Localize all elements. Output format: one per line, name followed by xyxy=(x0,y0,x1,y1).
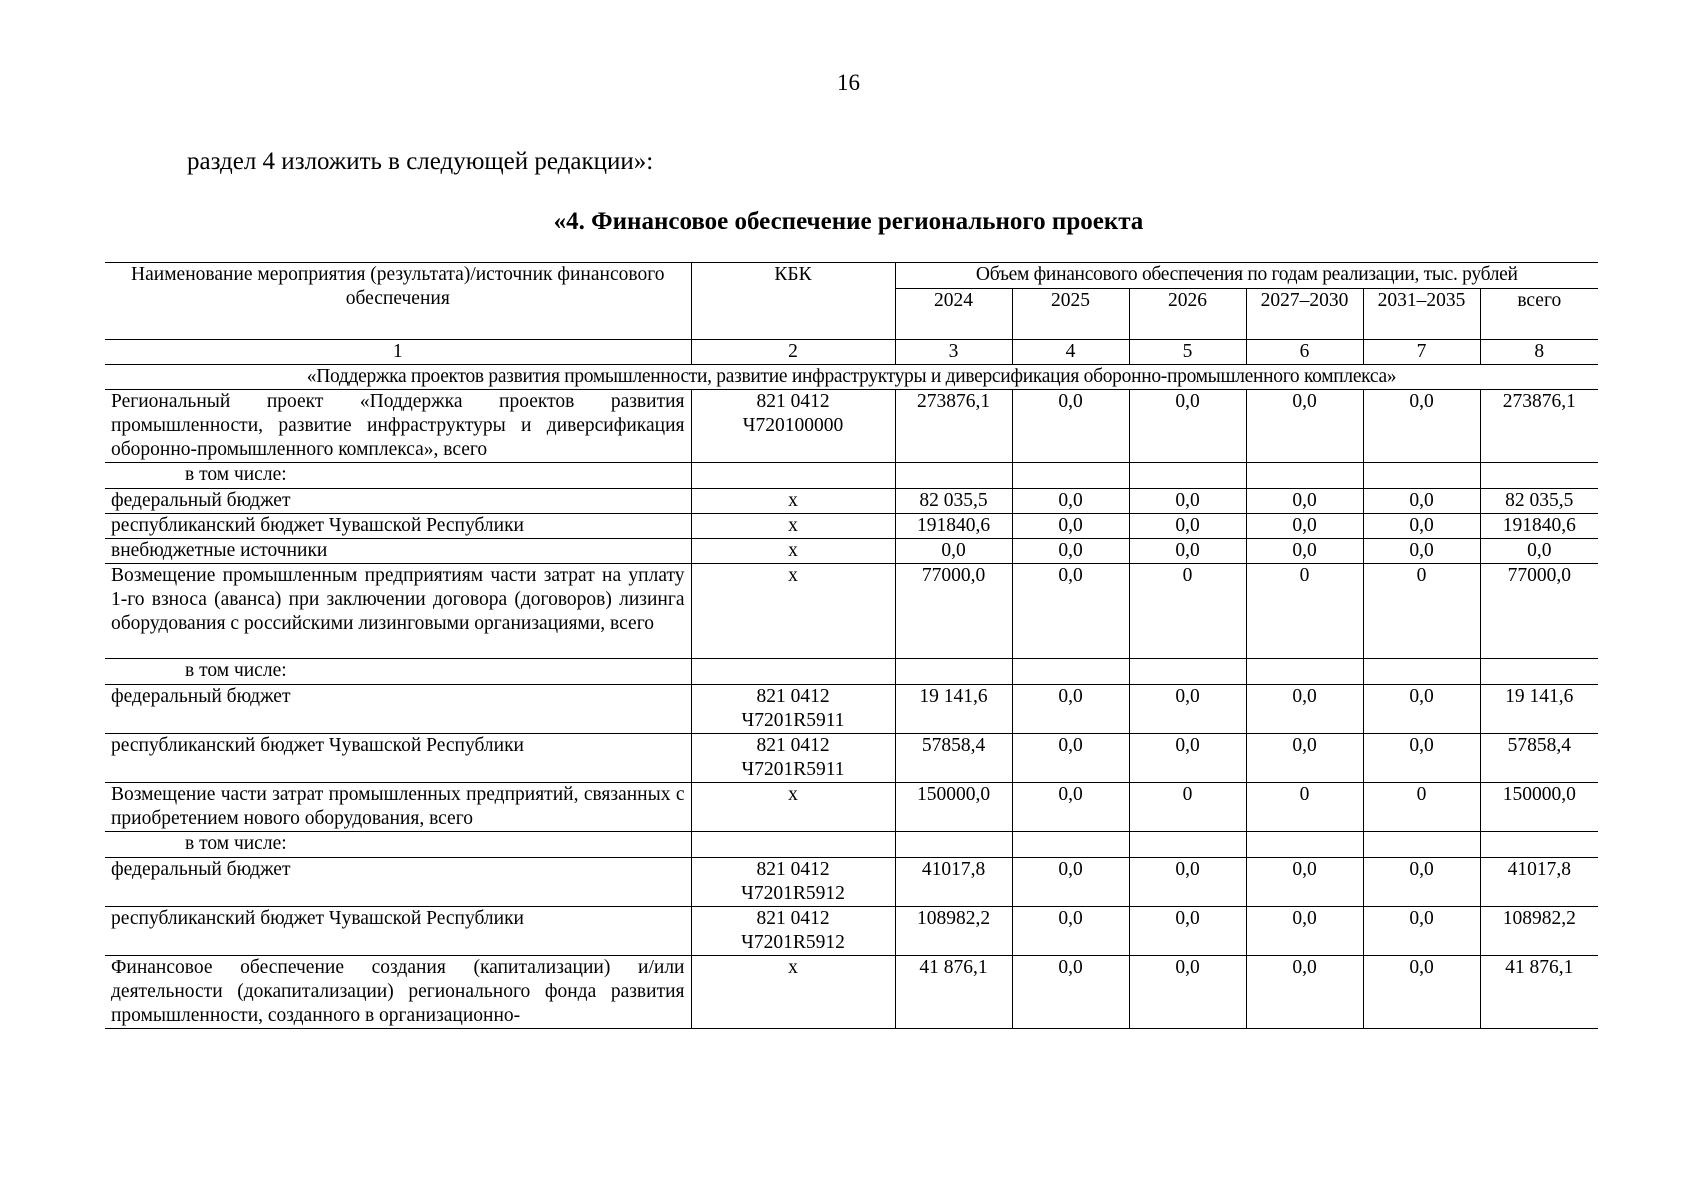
row-value-cell: 273876,1 xyxy=(895,390,1012,463)
row-value-cell: 0,0 xyxy=(1012,390,1129,463)
row-name-cell: Финансовое обеспечение создания (капитализации) и/или деятельности (докапитализации) регионального фонда развития промышленности, созданного в организационно- xyxy=(105,956,691,1029)
table-row xyxy=(105,685,1598,734)
row-name-cell: республиканский бюджет Чувашской Республики xyxy=(105,734,691,783)
row-name-cell: федеральный бюджет xyxy=(105,685,691,734)
row-value-cell: 0,0 xyxy=(1129,734,1246,783)
header-year-2031-2035: 2031–2035 xyxy=(1363,289,1480,340)
row-name-cell: республиканский бюджет Чувашской Республики xyxy=(105,514,691,539)
table-row xyxy=(105,832,1598,858)
row-value-cell xyxy=(1012,832,1129,858)
row-value-cell: 0,0 xyxy=(1363,539,1480,564)
row-value-cell xyxy=(1480,832,1598,858)
table-row xyxy=(105,539,1598,564)
row-value-cell: 0 xyxy=(1363,564,1480,659)
row-value-cell xyxy=(1129,659,1246,685)
row-value-cell: 41 876,1 xyxy=(1480,956,1598,1029)
table-row xyxy=(105,858,1598,907)
header-volume-column: Объем финансового обеспечения по годам реализации, тыс. рублей xyxy=(895,263,1598,289)
row-value-cell: 82 035,5 xyxy=(895,489,1012,514)
row-name-cell: в том числе: xyxy=(105,832,691,858)
row-value-cell: 0,0 xyxy=(1012,564,1129,659)
row-kbk-cell: 821 0412 Ч7201R5911 xyxy=(691,685,895,734)
table-row xyxy=(105,907,1598,956)
row-kbk-cell: x xyxy=(691,489,895,514)
row-kbk-cell: x xyxy=(691,514,895,539)
row-value-cell: 0,0 xyxy=(1363,390,1480,463)
row-value-cell: 0,0 xyxy=(1363,956,1480,1029)
row-kbk-cell: x xyxy=(691,564,895,659)
project-title-row xyxy=(105,365,1598,390)
table-row xyxy=(105,734,1598,783)
row-value-cell: 0 xyxy=(1129,564,1246,659)
row-value-cell xyxy=(1363,659,1480,685)
row-value-cell xyxy=(895,463,1012,489)
row-value-cell: 108982,2 xyxy=(1480,907,1598,956)
row-value-cell: 0,0 xyxy=(1129,685,1246,734)
row-value-cell xyxy=(1480,463,1598,489)
row-value-cell: 77000,0 xyxy=(1480,564,1598,659)
row-kbk-cell xyxy=(691,659,895,685)
row-value-cell: 0,0 xyxy=(1363,489,1480,514)
header-year-2024: 2024 xyxy=(895,289,1012,340)
row-value-cell: 0,0 xyxy=(1012,858,1129,907)
row-name-cell: федеральный бюджет xyxy=(105,858,691,907)
row-name-cell: республиканский бюджет Чувашской Республики xyxy=(105,907,691,956)
table-header-row xyxy=(105,263,1598,289)
row-value-cell: 0,0 xyxy=(895,539,1012,564)
row-value-cell: 0,0 xyxy=(1246,685,1363,734)
row-value-cell: 0,0 xyxy=(1246,390,1363,463)
row-value-cell: 0,0 xyxy=(1363,858,1480,907)
row-kbk-cell xyxy=(691,463,895,489)
row-value-cell: 0,0 xyxy=(1129,489,1246,514)
row-value-cell: 0,0 xyxy=(1246,907,1363,956)
table-row xyxy=(105,463,1598,489)
row-value-cell: 108982,2 xyxy=(895,907,1012,956)
row-value-cell: 19 141,6 xyxy=(895,685,1012,734)
table-row xyxy=(105,783,1598,832)
col-number: 8 xyxy=(1480,340,1598,365)
row-value-cell: 57858,4 xyxy=(1480,734,1598,783)
row-kbk-cell: x xyxy=(691,783,895,832)
row-value-cell: 0,0 xyxy=(1363,907,1480,956)
col-number: 5 xyxy=(1129,340,1246,365)
row-value-cell: 0,0 xyxy=(1246,539,1363,564)
row-value-cell: 191840,6 xyxy=(1480,514,1598,539)
col-number: 1 xyxy=(105,340,691,365)
row-value-cell: 0,0 xyxy=(1012,783,1129,832)
row-value-cell: 0 xyxy=(1363,783,1480,832)
row-value-cell: 0,0 xyxy=(1363,514,1480,539)
row-value-cell: 0,0 xyxy=(1129,858,1246,907)
col-number: 7 xyxy=(1363,340,1480,365)
row-value-cell: 0,0 xyxy=(1246,489,1363,514)
header-name-column: Наименование мероприятия (результата)/источник финансового обеспечения xyxy=(105,263,691,340)
row-value-cell: 0,0 xyxy=(1012,514,1129,539)
row-value-cell: 19 141,6 xyxy=(1480,685,1598,734)
row-value-cell xyxy=(1012,659,1129,685)
row-value-cell: 150000,0 xyxy=(895,783,1012,832)
row-value-cell: 0,0 xyxy=(1129,514,1246,539)
row-value-cell: 77000,0 xyxy=(895,564,1012,659)
row-value-cell xyxy=(1363,463,1480,489)
row-value-cell: 0 xyxy=(1246,564,1363,659)
row-kbk-cell: x xyxy=(691,956,895,1029)
row-value-cell: 191840,6 xyxy=(895,514,1012,539)
header-year-2027-2030: 2027–2030 xyxy=(1246,289,1363,340)
row-name-cell: в том числе: xyxy=(105,463,691,489)
col-number: 2 xyxy=(691,340,895,365)
row-value-cell xyxy=(1246,659,1363,685)
intro-text: раздел 4 изложить в следующей редакции»: xyxy=(187,148,654,175)
table-row xyxy=(105,489,1598,514)
col-number: 3 xyxy=(895,340,1012,365)
row-name-cell: Региональный проект «Поддержка проектов развития промышленности, развитие инфраструктуры и диверсификация оборонно-промышленного комплекса», всего xyxy=(105,390,691,463)
row-value-cell: 0,0 xyxy=(1246,514,1363,539)
row-value-cell: 0 xyxy=(1246,783,1363,832)
section-title: «4. Финансовое обеспечение регионального проекта xyxy=(553,208,1144,235)
header-year-2026: 2026 xyxy=(1129,289,1246,340)
row-value-cell: 0,0 xyxy=(1012,539,1129,564)
row-kbk-cell: x xyxy=(691,539,895,564)
row-value-cell xyxy=(1480,659,1598,685)
row-kbk-cell: 821 0412 Ч720100000 xyxy=(691,390,895,463)
row-value-cell: 0,0 xyxy=(1129,956,1246,1029)
row-name-cell: Возмещение промышленным предприятиям части затрат на уплату 1-го взноса (аванса) при заключении договора (договоров) лизинга оборудования с российскими лизинговыми организациями, всего xyxy=(105,564,691,659)
row-value-cell xyxy=(1246,463,1363,489)
row-value-cell: 82 035,5 xyxy=(1480,489,1598,514)
row-value-cell: 0,0 xyxy=(1363,685,1480,734)
table-row xyxy=(105,514,1598,539)
table-row xyxy=(105,659,1598,685)
row-value-cell: 0,0 xyxy=(1480,539,1598,564)
row-value-cell: 0,0 xyxy=(1129,390,1246,463)
row-value-cell: 0,0 xyxy=(1246,956,1363,1029)
table-row xyxy=(105,956,1598,1029)
row-value-cell xyxy=(1012,463,1129,489)
header-kbk-column: КБК xyxy=(691,263,895,340)
project-title: «Поддержка проектов развития промышленности, развитие инфраструктуры и диверсификация оборонно-промышленного комплекса» xyxy=(105,365,1598,390)
row-value-cell: 0,0 xyxy=(1012,685,1129,734)
row-value-cell: 150000,0 xyxy=(1480,783,1598,832)
row-name-cell: внебюджетные источники xyxy=(105,539,691,564)
row-value-cell xyxy=(1129,832,1246,858)
header-year-2025: 2025 xyxy=(1012,289,1129,340)
row-value-cell xyxy=(895,659,1012,685)
page-number: 16 xyxy=(837,70,860,95)
column-number-row xyxy=(105,340,1598,365)
row-kbk-cell: 821 0412 Ч7201R5911 xyxy=(691,734,895,783)
row-value-cell xyxy=(895,832,1012,858)
row-value-cell: 0,0 xyxy=(1246,734,1363,783)
row-kbk-cell: 821 0412 Ч7201R5912 xyxy=(691,858,895,907)
row-value-cell: 0,0 xyxy=(1246,858,1363,907)
row-value-cell: 0,0 xyxy=(1363,734,1480,783)
financing-table xyxy=(105,262,1598,1029)
row-value-cell: 0,0 xyxy=(1129,907,1246,956)
row-value-cell xyxy=(1129,463,1246,489)
row-value-cell: 41017,8 xyxy=(895,858,1012,907)
row-value-cell: 0,0 xyxy=(1012,489,1129,514)
row-value-cell: 41017,8 xyxy=(1480,858,1598,907)
row-value-cell: 0 xyxy=(1129,783,1246,832)
row-kbk-cell xyxy=(691,832,895,858)
row-value-cell: 0,0 xyxy=(1012,956,1129,1029)
row-value-cell: 57858,4 xyxy=(895,734,1012,783)
row-value-cell xyxy=(1246,832,1363,858)
row-name-cell: в том числе: xyxy=(105,659,691,685)
row-name-cell: Возмещение части затрат промышленных предприятий, связанных с приобретением нового оборудования, всего xyxy=(105,783,691,832)
row-value-cell: 41 876,1 xyxy=(895,956,1012,1029)
row-value-cell xyxy=(1363,832,1480,858)
row-value-cell: 273876,1 xyxy=(1480,390,1598,463)
table-row xyxy=(105,564,1598,659)
col-number: 6 xyxy=(1246,340,1363,365)
row-kbk-cell: 821 0412 Ч7201R5912 xyxy=(691,907,895,956)
row-value-cell: 0,0 xyxy=(1012,734,1129,783)
row-value-cell: 0,0 xyxy=(1129,539,1246,564)
col-number: 4 xyxy=(1012,340,1129,365)
row-value-cell: 0,0 xyxy=(1012,907,1129,956)
header-total: всего xyxy=(1480,289,1598,340)
table-row xyxy=(105,390,1598,463)
row-name-cell: федеральный бюджет xyxy=(105,489,691,514)
